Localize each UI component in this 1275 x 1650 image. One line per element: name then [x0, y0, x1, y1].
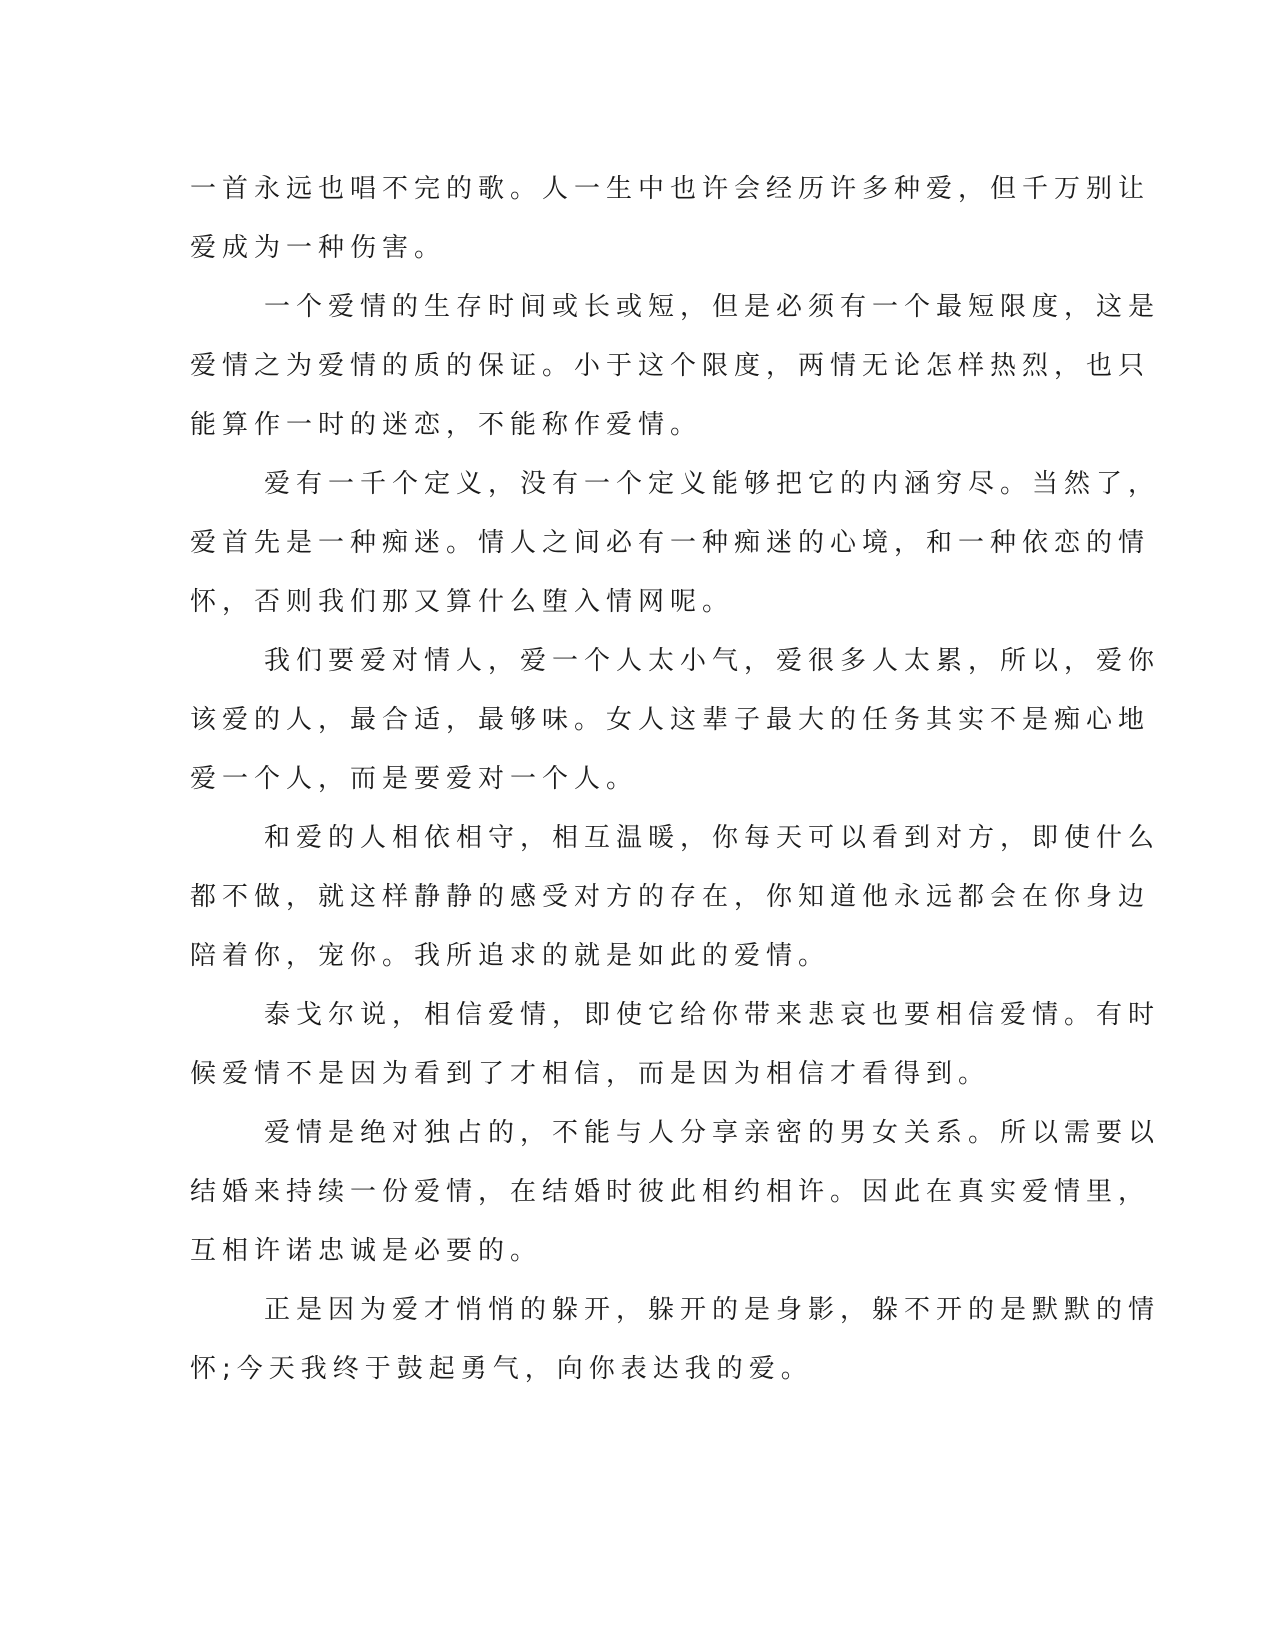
paragraph-first-line: 爱情是绝对独占的，不能与人分享亲密的男女关系。所以需要以 [264, 1118, 1161, 1148]
document-body [190, 160, 1161, 1399]
paragraph-first-line: 一个爱情的生存时间或长或短，但是必须有一个最短限度，这是 [264, 292, 1161, 322]
text-line: 怀;今天我终于鼓起勇气，向你表达我的爱。 [190, 1354, 813, 1384]
paragraph-first-line: 正是因为爱才悄悄的躲开，躲开的是身影，躲不开的是默默的情 [264, 1295, 1161, 1325]
text-line: 陪着你，宠你。我所追求的就是如此的爱情。 [190, 941, 831, 971]
text-line: 爱成为一种伤害。 [190, 233, 447, 263]
paragraph-first-line: 爱有一千个定义，没有一个定义能够把它的内涵穷尽。当然了， [264, 469, 1161, 499]
text-line: 怀，否则我们那又算什么堕入情网呢。 [190, 587, 735, 617]
paragraph-first-line: 泰戈尔说，相信爱情，即使它给你带来悲哀也要相信爱情。有时 [264, 1000, 1161, 1030]
text-line: 爱首先是一种痴迷。情人之间必有一种痴迷的心境，和一种依恋的情 [190, 528, 1151, 558]
text-line: 都不做，就这样静静的感受对方的存在，你知道他永远都会在你身边 [190, 882, 1151, 912]
paragraph-first-line: 和爱的人相依相守，相互温暖，你每天可以看到对方，即使什么 [264, 823, 1161, 853]
text-line: 能算作一时的迷恋，不能称作爱情。 [190, 410, 703, 440]
text-line: 结婚来持续一份爱情，在结婚时彼此相约相许。因此在真实爱情里， [190, 1177, 1151, 1207]
text-line: 爱一个人，而是要爱对一个人。 [190, 764, 639, 794]
text-line: 一首永远也唱不完的歌。人一生中也许会经历许多种爱，但千万别让 [190, 174, 1151, 204]
paragraph-first-line: 我们要爱对情人，爱一个人太小气，爱很多人太累，所以，爱你 [264, 646, 1161, 676]
text-line: 爱情之为爱情的质的保证。小于这个限度，两情无论怎样热烈，也只 [190, 351, 1151, 381]
text-line: 该爱的人，最合适，最够味。女人这辈子最大的任务其实不是痴心地 [190, 705, 1151, 735]
text-line: 互相许诺忠诚是必要的。 [190, 1236, 543, 1266]
text-line: 候爱情不是因为看到了才相信，而是因为相信才看得到。 [190, 1059, 991, 1089]
